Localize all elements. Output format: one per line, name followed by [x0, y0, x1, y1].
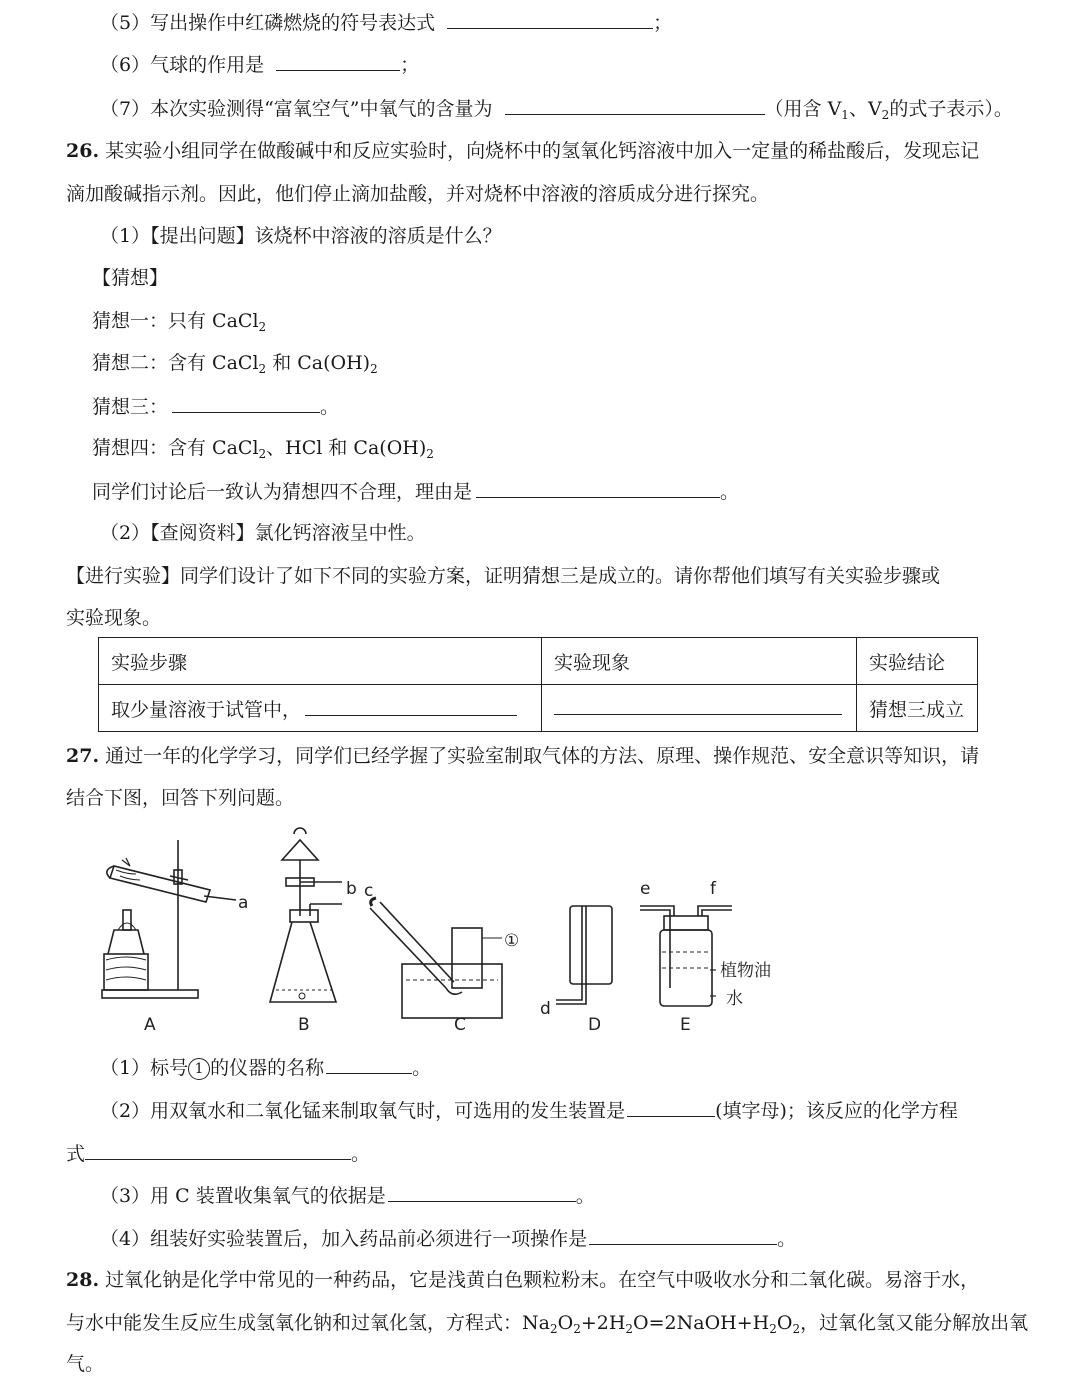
- answer-blank[interactable]: [305, 697, 517, 716]
- q28-line2: 与水中能发生反应生成氢氧化钠和过氧化氢，方程式：$Na_2O_2+2H_2O=2NaOH+H_2O_2$，过氧化氢又能分解放出氧: [66, 1312, 1029, 1336]
- q25-part5: （5）写出操作中红磷燃烧的符号表达式 ；: [100, 12, 673, 34]
- label-vegetable-oil: 植物油: [720, 961, 771, 981]
- q26-guess2: 猜想二：含有 CaCl$_2$ 和 $Ca(OH)_2$: [92, 352, 378, 376]
- answer-blank[interactable]: [276, 52, 400, 71]
- answer-blank[interactable]: [447, 10, 653, 29]
- table-header: 实验步骤: [99, 638, 542, 685]
- q27-part2: （2）用双氧水和二氧化锰来制取氧气时，可选用的发生装置是 (填字母)；该反应的化学方程: [100, 1100, 958, 1122]
- answer-blank[interactable]: [172, 394, 320, 413]
- q26-guess-heading: 【猜想】: [92, 267, 169, 289]
- q28-line1: 28. 过氧化钠是化学中常见的一种药品，它是浅黄白色颗粒粉末。在空气中吸收水分和二氧化碳。易溶于水，: [66, 1269, 980, 1291]
- table-header: 实验现象: [542, 638, 857, 685]
- q25-part7: （7）本次实验测得“富氧空气”中氧气的含量为 （用含 $V_1$、$V_2$的式子表示）。: [100, 98, 1013, 122]
- table-row: [99, 685, 978, 732]
- figure-label-b: B: [298, 1015, 310, 1035]
- table-cell-phenomenon: [542, 685, 857, 732]
- q25-part6: （6）气球的作用是 ；: [100, 54, 420, 76]
- port-label-e: e: [640, 879, 651, 899]
- q26-guess1: 猜想一：只有 CaCl$_2$: [92, 310, 267, 334]
- q26-experiment-line1: 【进行实验】同学们设计了如下不同的实验方案，证明猜想三是成立的。请你帮他们填写有关实验步骤或: [66, 565, 941, 587]
- figure-label-e: E: [680, 1015, 691, 1035]
- q26-part2: （2）【查阅资料】氯化钙溶液呈中性。: [100, 522, 426, 544]
- circled-number-1: 1: [188, 1058, 210, 1080]
- port-label-f: f: [710, 879, 716, 899]
- marker-circled-1: ①: [504, 931, 520, 951]
- table-cell-conclusion: 猜想三成立: [857, 685, 978, 732]
- figure-label-c: C: [454, 1015, 466, 1035]
- answer-blank[interactable]: [85, 1141, 351, 1160]
- port-label-b: b: [346, 879, 357, 899]
- q26-intro-line2: 滴加酸碱指示剂。因此，他们停止滴加盐酸，并对烧杯中溶液的溶质成分进行探究。: [66, 183, 770, 205]
- q28-line3: 气。: [66, 1353, 105, 1375]
- q27-part2-cont: 式 。: [66, 1143, 371, 1165]
- q27-intro-line2: 结合下图，回答下列问题。: [66, 787, 295, 809]
- figure-label-a: A: [144, 1015, 156, 1035]
- q26-part1: （1）【提出问题】该烧杯中溶液的溶质是什么？: [100, 225, 502, 247]
- q26-guess4: 猜想四：含有 CaCl$_2$、HCl 和 $Ca(OH)_2$: [92, 437, 434, 461]
- q27-part1: （1）标号 1 的仪器的名称 。: [100, 1057, 432, 1079]
- q26-experiment-line2: 实验现象。: [66, 607, 162, 629]
- experiment-table: [98, 637, 978, 732]
- answer-blank[interactable]: [589, 1226, 777, 1245]
- table-cell-step: 取少量溶液于试管中，: [99, 685, 542, 732]
- answer-blank[interactable]: [326, 1055, 412, 1074]
- apparatus-e: [640, 906, 732, 1006]
- port-label-d: d: [540, 999, 551, 1019]
- table-header: 实验结论: [857, 638, 978, 685]
- apparatus-figure: [96, 820, 796, 1042]
- answer-blank[interactable]: [554, 696, 842, 715]
- q26-intro-line1: 26. 某实验小组同学在做酸碱中和反应实验时，向烧杯中的氢氧化钙溶液中加入一定量的稀盐酸后，发现忘记: [66, 140, 980, 162]
- apparatus-b: [270, 828, 342, 1002]
- apparatus-c: [370, 898, 502, 1018]
- q27-part3: （3）用 C 装置收集氧气的依据是 。: [100, 1185, 595, 1207]
- q27-part4: （4）组装好实验装置后，加入药品前必须进行一项操作是 。: [100, 1228, 797, 1250]
- q26-discussion: 同学们讨论后一致认为猜想四不合理，理由是 。: [92, 481, 740, 503]
- apparatus-d: [556, 906, 612, 1004]
- answer-blank[interactable]: [627, 1098, 715, 1117]
- q26-guess3: 猜想三： 。: [92, 396, 340, 418]
- figure-label-d: D: [588, 1015, 602, 1035]
- answer-blank[interactable]: [476, 479, 720, 498]
- q27-intro-line1: 27. 通过一年的化学学习，同学们已经学握了实验室制取气体的方法、原理、操作规范、安全意识等知识，请: [66, 745, 980, 767]
- port-label-a: a: [238, 893, 249, 913]
- answer-blank[interactable]: [505, 96, 765, 115]
- port-label-c: c: [364, 881, 374, 901]
- apparatus-a: [102, 840, 236, 998]
- table-header-row: [99, 638, 978, 685]
- label-water: 水: [726, 989, 743, 1009]
- answer-blank[interactable]: [388, 1183, 576, 1202]
